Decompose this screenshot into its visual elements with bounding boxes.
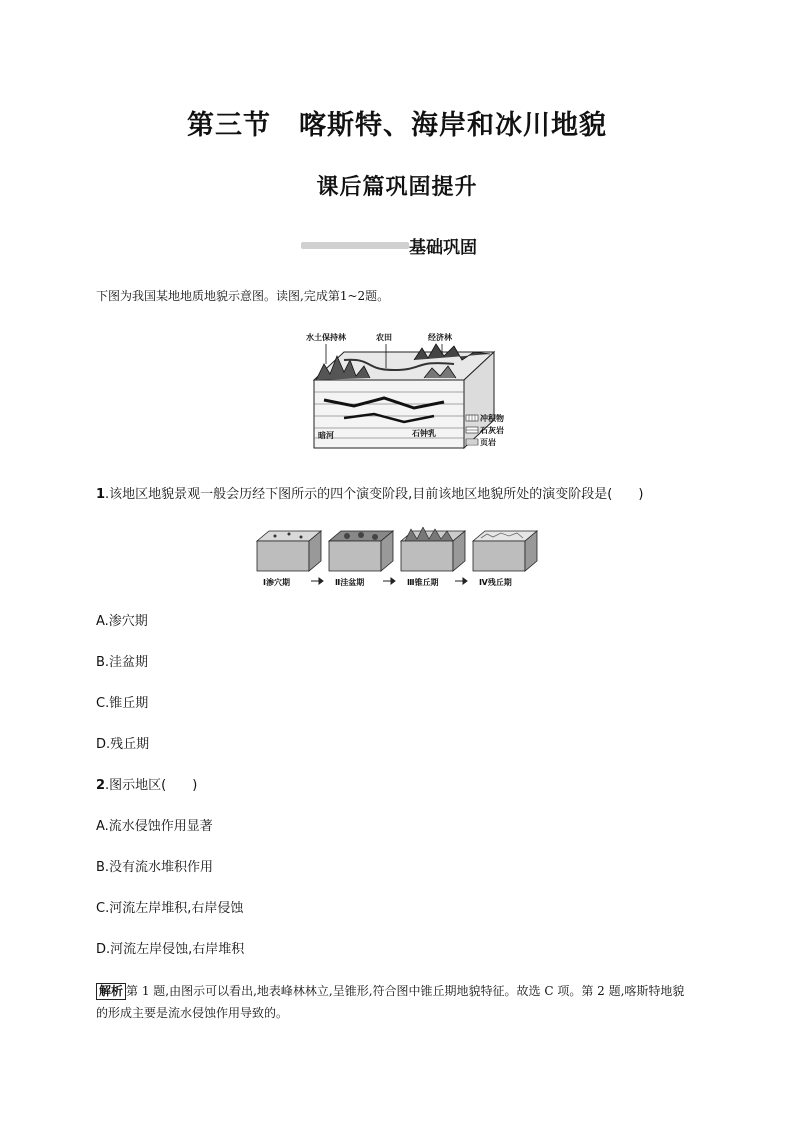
analysis-block <box>96 980 696 1024</box>
label-farmland: 农田 <box>376 333 392 342</box>
q1-option-b: B.洼盆期 <box>96 655 149 670</box>
stage-block-2 <box>329 531 393 571</box>
q2-option-c: C.河流左岸堆积,右岸侵蚀 <box>96 901 244 916</box>
question-2 <box>96 774 197 793</box>
stage-block-1 <box>257 531 321 571</box>
label-economic-forest: 经济林 <box>428 333 452 342</box>
section-title: 基础巩固 <box>409 237 477 258</box>
question-text: .该地区地貌景观一般会历经下图所示的四个演变阶段,目前该地区地貌所处的演变阶段是( ) <box>105 487 644 502</box>
intro-text: 下图为我国某地地质地貌示意图。读图,完成第1~2题。 <box>96 289 390 303</box>
legend-item: 冲积物 <box>480 414 504 423</box>
label-stalactite: 石钟乳 <box>412 429 436 438</box>
legend-item: 石灰岩 <box>480 426 504 435</box>
stage-label: Ⅰ渗穴期 <box>263 578 290 587</box>
question-1 <box>96 483 643 502</box>
section-heading <box>301 233 477 257</box>
analysis-tag: 解析 <box>96 983 126 1000</box>
karst-stages-diagram <box>255 527 545 589</box>
page-title: 第三节 喀斯特、海岸和冰川地貌 <box>187 110 607 141</box>
label-forest: 水土保持林 <box>306 333 346 342</box>
stage-label: Ⅲ锥丘期 <box>407 578 439 587</box>
q2-option-d: D.河流左岸侵蚀,右岸堆积 <box>96 942 245 957</box>
section-bar-decoration <box>301 242 409 249</box>
q1-option-a: A.渗穴期 <box>96 614 148 629</box>
analysis-text: 第 1 题,由图示可以看出,地表峰林林立,呈锥形,符合图中锥丘期地貌特征。故选 C 项。第 2 题,喀斯特地貌的形成主要是流水侵蚀作用导致的。 <box>96 984 685 1020</box>
q2-option-a: A.流水侵蚀作用显著 <box>96 819 213 834</box>
q1-option-c: C.锥丘期 <box>96 696 149 711</box>
stage-label: Ⅱ洼盆期 <box>335 578 365 587</box>
page-subtitle: 课后篇巩固提升 <box>316 175 478 200</box>
stage-block-3 <box>401 527 465 571</box>
question-text: .图示地区( ) <box>105 778 198 793</box>
q2-option-b: B.没有流水堆积作用 <box>96 860 214 875</box>
stage-label: Ⅳ残丘期 <box>479 578 512 587</box>
label-underground-river: 暗河 <box>318 431 334 440</box>
stage-block-4 <box>473 531 537 571</box>
karst-block-diagram <box>304 330 526 455</box>
question-number: 1 <box>96 487 106 502</box>
q1-option-d: D.残丘期 <box>96 737 150 752</box>
legend-item: 页岩 <box>480 438 496 447</box>
question-number: 2 <box>96 778 106 793</box>
